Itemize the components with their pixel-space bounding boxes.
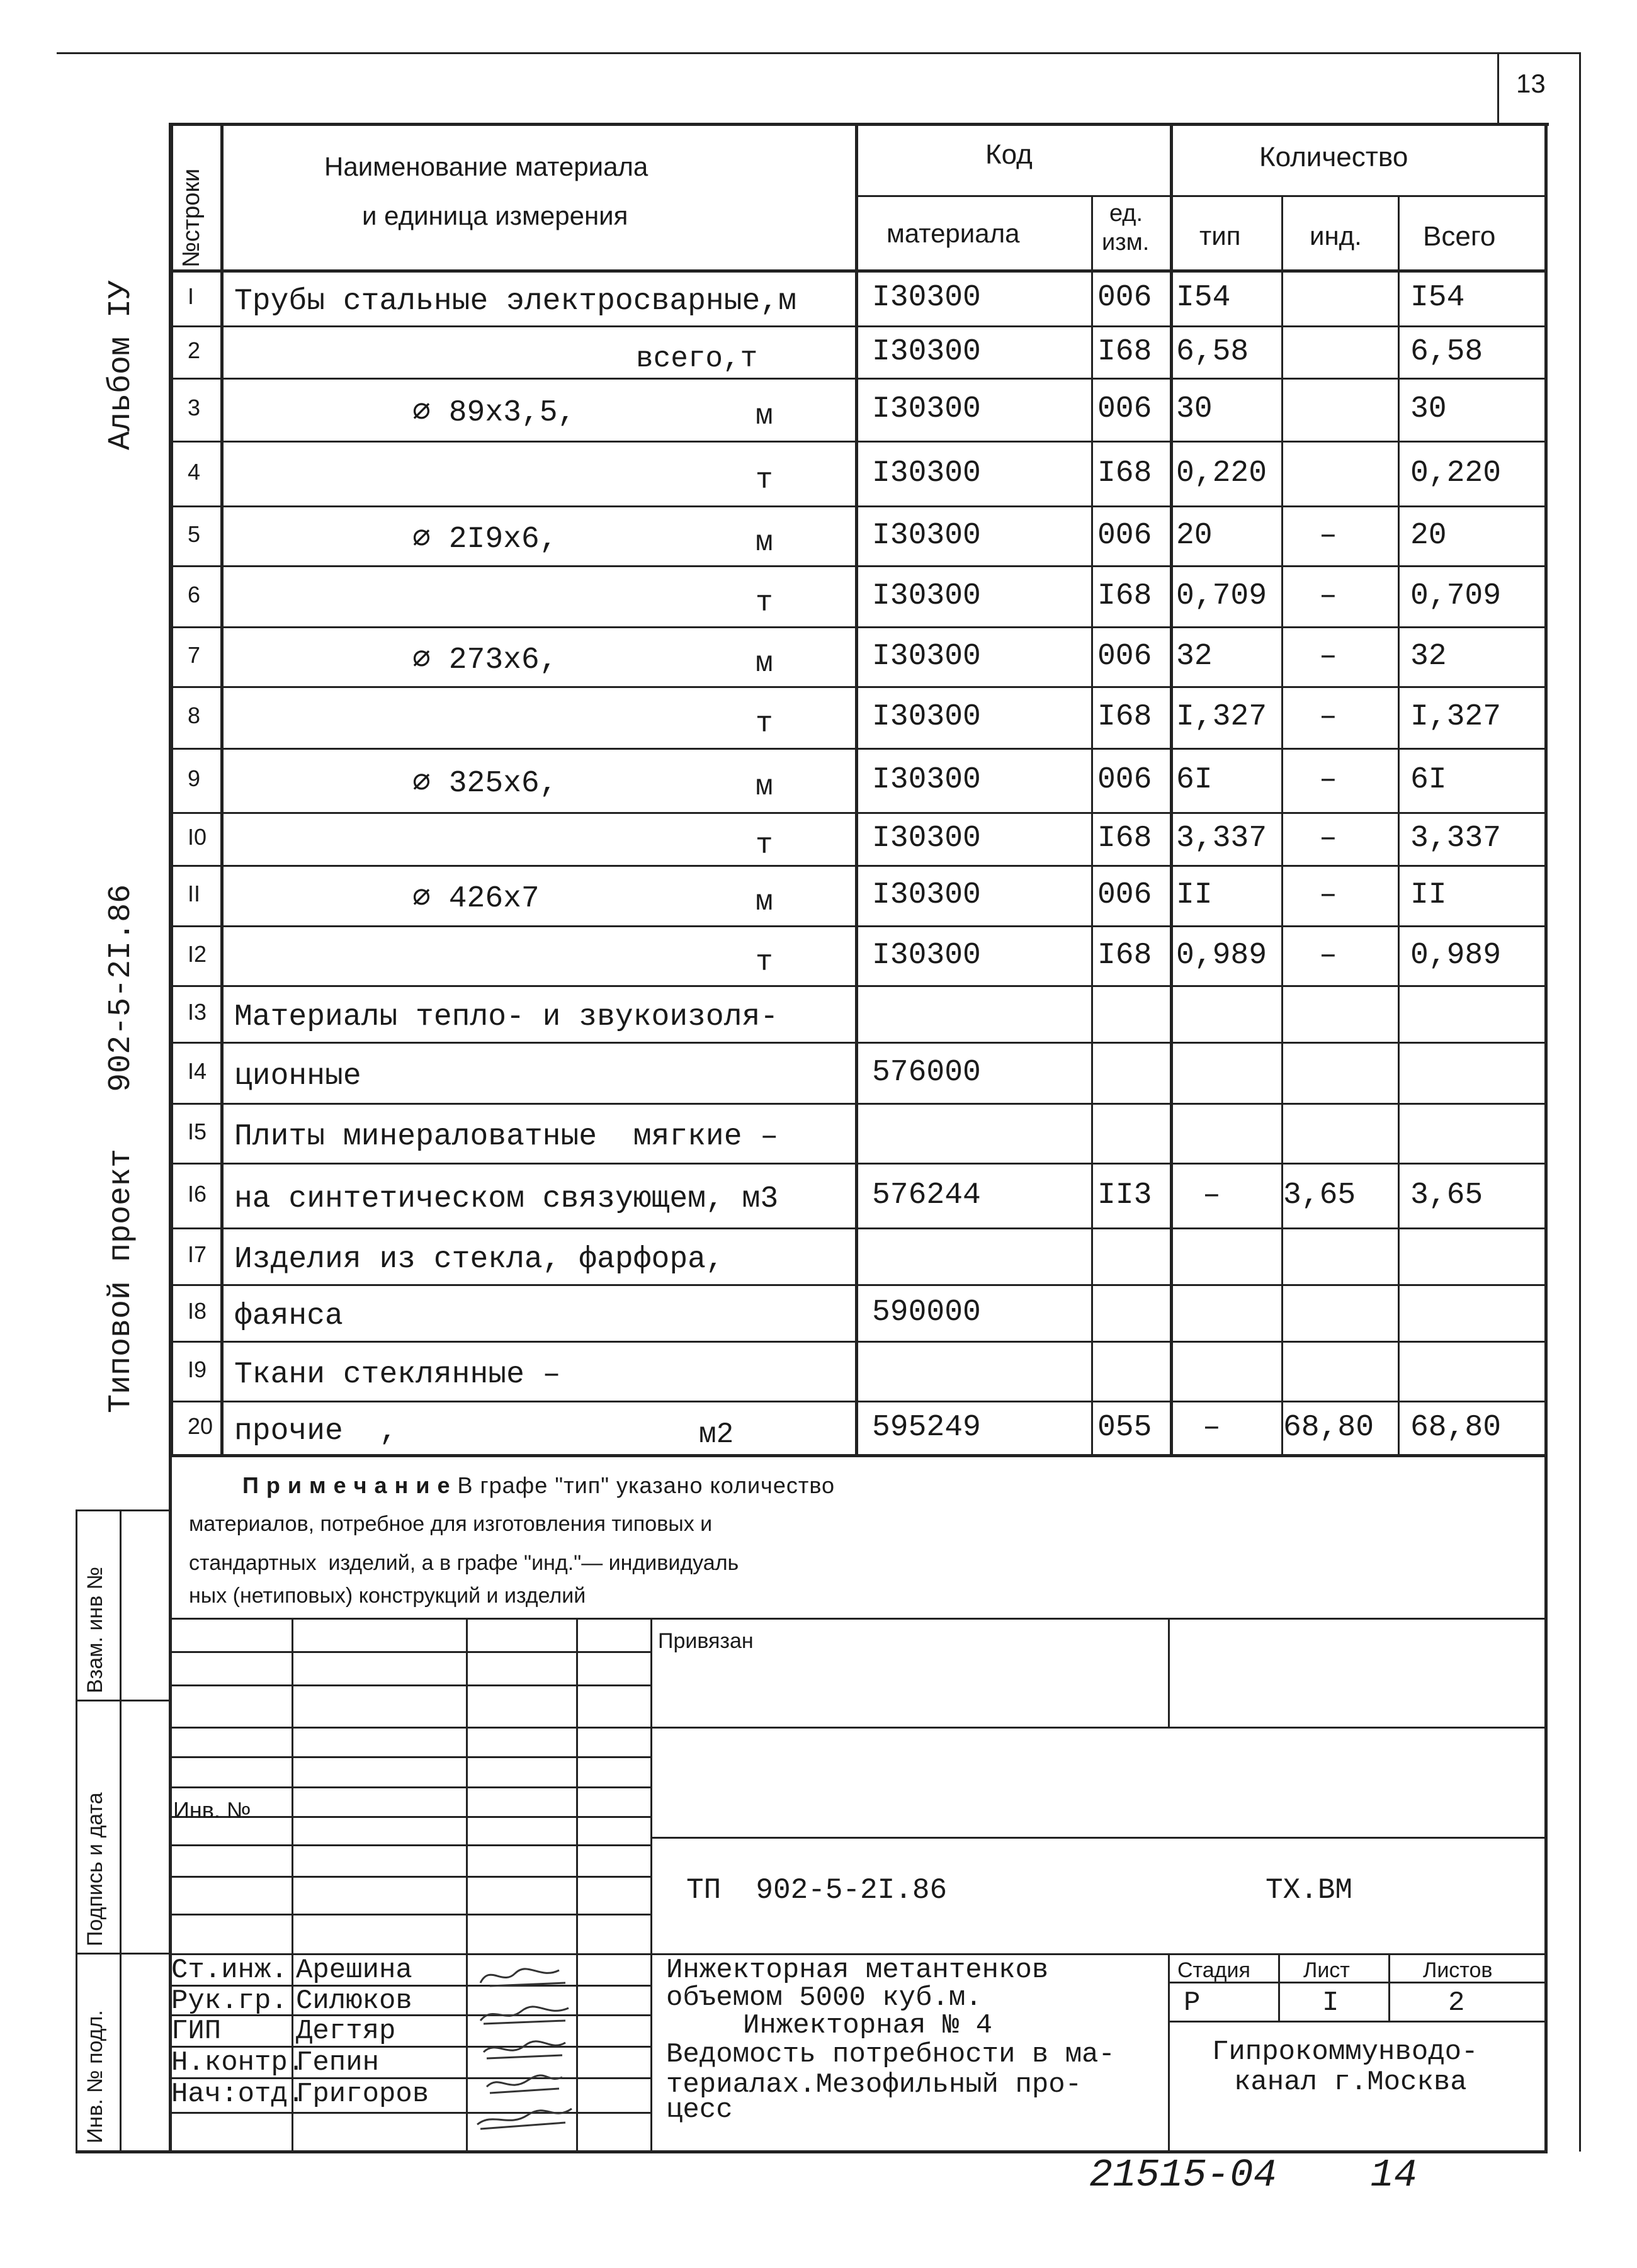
row-name: ∅ 426x7 (412, 882, 540, 916)
table-row-line (170, 1227, 1544, 1229)
table-row-line (170, 1042, 1544, 1044)
row-material-code: I30300 (872, 518, 981, 553)
row-number: I8 (188, 1298, 207, 1324)
row-unit-code: II3 (1097, 1178, 1152, 1212)
row-type-qty: II (1176, 878, 1213, 912)
table-col-line (1091, 195, 1093, 1454)
row-material-code: I30300 (872, 456, 981, 490)
row-total-qty: 68,80 (1410, 1410, 1502, 1445)
stamp-grid-line (170, 1786, 650, 1788)
stage-value: Р (1184, 1987, 1201, 2019)
stamp-grid-line (170, 2112, 650, 2114)
row-material-code: I30300 (872, 639, 981, 674)
table-row-line (170, 812, 1544, 814)
stamp-grid-line (170, 1876, 650, 1878)
row-type-qty: I,327 (1176, 700, 1267, 734)
row-unit-code: 055 (1097, 1410, 1152, 1445)
title-line1: Инжекторная метантенков (666, 1955, 1049, 1986)
row-unit-code: I68 (1097, 700, 1152, 734)
table-row-line (170, 505, 1544, 507)
table-row-line (170, 325, 1544, 327)
row-ind-qty: – (1319, 518, 1337, 553)
row-total-qty: 0,220 (1410, 456, 1502, 490)
row-material-code: I30300 (872, 821, 981, 855)
row-unit-code: I68 (1097, 334, 1152, 369)
row-unit: т (756, 945, 773, 979)
table-row-line (170, 441, 1544, 443)
row-type-qty: – (1203, 1410, 1221, 1445)
frame-top (170, 123, 1549, 126)
row-material-code: I30300 (872, 578, 981, 613)
row-name: Трубы стальные электросварные,м (234, 284, 796, 319)
row-number: I6 (188, 1180, 207, 1207)
row-material-code: I30300 (872, 938, 981, 973)
row-unit: м (756, 886, 773, 918)
note-line4: ных (нетиповых) конструкций и изделий (189, 1584, 586, 1608)
top-border (57, 52, 1580, 54)
side-left-border (76, 1509, 77, 2152)
row-number: I7 (188, 1241, 207, 1267)
row-type-qty: 6,58 (1176, 334, 1249, 369)
row-total-qty: 0,989 (1410, 938, 1502, 973)
row-type-qty: 30 (1176, 392, 1213, 426)
row-number: 2 (188, 337, 201, 363)
stamp-line-a (650, 1727, 1546, 1729)
table-col-line (1281, 195, 1283, 1454)
page-number: 13 (1516, 69, 1546, 98)
header-code-material: материала (886, 218, 1020, 248)
stamp-main-divider (650, 1618, 652, 2152)
row-number: I3 (188, 999, 207, 1025)
row-total-qty: 6,58 (1410, 334, 1483, 369)
side-top (76, 1509, 170, 1511)
row-unit-code: I68 (1097, 821, 1152, 855)
row-unit: м (756, 400, 773, 432)
stamp-stage-line2 (1168, 2021, 1546, 2023)
staff-role: Н.контр. (171, 2047, 305, 2079)
row-unit-code: 006 (1097, 392, 1152, 426)
row-unit-code: 006 (1097, 763, 1152, 797)
header-name-line1: Наименование материала (324, 152, 649, 181)
row-material-code: I30300 (872, 334, 981, 369)
row-name: Плиты минераловатные мягкие – (234, 1119, 779, 1154)
stamp-privyazan-divider (1168, 1618, 1170, 1727)
row-material-code: 590000 (872, 1295, 981, 1329)
table-col-line (855, 123, 858, 1454)
side-col-divider (120, 1509, 122, 2152)
row-ind-qty: – (1319, 878, 1337, 912)
row-name: ∅ 325x6, (412, 767, 558, 801)
stamp-top (170, 1618, 1546, 1620)
row-unit: м2 (699, 1418, 734, 1451)
row-number: 9 (188, 765, 201, 791)
stamp-line-b (650, 1837, 1546, 1839)
row-material-code: 595249 (872, 1410, 981, 1445)
stamp-grid-line (170, 1684, 650, 1686)
row-number: I9 (188, 1356, 207, 1382)
row-ind-qty: 3,65 (1283, 1178, 1356, 1212)
title-line2: объемом 5000 куб.м. (666, 1982, 982, 2014)
table-col-line (1398, 195, 1400, 1454)
doc-mark: ТХ.ВМ (1266, 1874, 1353, 1907)
side-div-1 (76, 1700, 170, 1701)
table-row-line (170, 1103, 1544, 1105)
staff-role: Нач:отд. (171, 2079, 305, 2110)
table-row-line (170, 1284, 1544, 1286)
table-row-line (170, 748, 1544, 750)
inv-podl-label: Инв. № подл. (83, 2010, 107, 2143)
table-row-line (170, 686, 1544, 688)
row-number: 7 (188, 641, 201, 668)
header-code: Код (985, 139, 1033, 170)
staff-name: Григоров (296, 2079, 429, 2110)
row-unit-code: I68 (1097, 578, 1152, 613)
staff-name: Силюков (296, 1985, 412, 2017)
stamp-stage-div1 (1278, 1953, 1280, 2021)
org-line2: канал г.Москва (1234, 2067, 1467, 2098)
header-row-number: №строки (178, 168, 205, 268)
outer-right-border (1579, 52, 1581, 2152)
org-line1: Гипрокоммунводо- (1212, 2036, 1478, 2068)
row-total-qty: II (1410, 878, 1447, 912)
header-code-unit-2: изм. (1102, 229, 1150, 256)
table-row-line (170, 1341, 1544, 1343)
row-number: 3 (188, 395, 201, 420)
row-ind-qty: – (1319, 821, 1337, 855)
stamp-stage-div2 (1388, 1953, 1390, 2021)
staff-role: Ст.инж. (171, 1955, 288, 1986)
row-total-qty: 3,65 (1410, 1178, 1483, 1212)
staff-name: Гепин (296, 2047, 380, 2079)
sheet-header: Лист (1303, 1958, 1350, 1982)
table-col-line (1544, 123, 1548, 1454)
row-name: Материалы тепло- и звукоизоля- (234, 1000, 779, 1034)
row-unit: т (756, 708, 773, 740)
row-name: ∅ 273x6, (412, 643, 558, 677)
note-line3: стандартных изделий, а в графе "инд."— индивидуаль (189, 1551, 739, 1575)
row-unit-code: I68 (1097, 938, 1152, 973)
title-line3: Инжекторная № 4 (743, 2010, 993, 2041)
row-name: Ткани стеклянные – (234, 1357, 561, 1392)
stamp-grid-line (170, 1651, 650, 1653)
row-number: I2 (188, 940, 207, 967)
table-row-line (170, 378, 1544, 380)
staff-role: ГИП (171, 2016, 222, 2047)
row-type-qty: 0,709 (1176, 578, 1267, 613)
title-line5: териалах.Мезофильный про- (666, 2069, 1082, 2101)
table-row-line (170, 269, 1544, 273)
row-ind-qty: 68,80 (1283, 1410, 1374, 1445)
row-type-qty: 3,337 (1176, 821, 1267, 855)
staff-name: Арешина (296, 1955, 412, 1986)
sheet-value: I (1322, 1987, 1339, 2019)
row-number: 5 (188, 521, 201, 547)
row-material-code: 576244 (872, 1178, 981, 1212)
row-type-qty: 6I (1176, 763, 1213, 797)
table-row-line (170, 865, 1544, 867)
row-ind-qty: – (1319, 700, 1337, 734)
row-ind-qty: – (1319, 639, 1337, 674)
table-row-line (170, 626, 1544, 628)
row-material-code: I30300 (872, 700, 981, 734)
row-number: 4 (188, 458, 201, 485)
privyazan-label: Привязан (658, 1629, 754, 1653)
row-number: I4 (188, 1058, 207, 1084)
note-label (242, 1474, 835, 1497)
stamp-grid-line (170, 1914, 650, 1915)
row-ind-qty: – (1319, 938, 1337, 973)
table-row-line (170, 1163, 1544, 1165)
note-line2: материалов, потребное для изготовления типовых и (189, 1512, 713, 1536)
table-col-line (220, 123, 224, 1454)
sheets-header: Листов (1423, 1958, 1493, 1982)
row-unit: всего,т (636, 342, 758, 375)
table-row-line (170, 925, 1544, 927)
row-material-code: I30300 (872, 392, 981, 426)
row-material-code: 576000 (872, 1055, 981, 1090)
row-name: на синтетическом связующем, м3 (234, 1182, 779, 1216)
row-name: прочие , (234, 1414, 398, 1448)
row-number: I (188, 283, 195, 309)
row-unit-code: I68 (1097, 456, 1152, 490)
table-row-line (170, 985, 1544, 987)
row-type-qty: I54 (1176, 280, 1231, 315)
row-unit-code: 006 (1097, 280, 1152, 315)
table-col-line (1170, 123, 1173, 1454)
row-unit: м (756, 770, 773, 803)
row-total-qty: 6I (1410, 763, 1447, 797)
row-name: ционные (234, 1059, 361, 1093)
row-total-qty: 20 (1410, 518, 1447, 553)
podpis-data-label: Подпись и дата (83, 1792, 107, 1946)
row-number: I0 (188, 824, 207, 850)
header-name-line2: и единица измерения (362, 201, 628, 230)
stage-header: Стадия (1177, 1958, 1250, 1982)
bottom-handwritten-code: 21515-04 14 (1089, 2153, 1417, 2197)
row-material-code: I30300 (872, 763, 981, 797)
row-name: ∅ 89x3,5, (412, 396, 576, 430)
header-quantity: Количество (1259, 142, 1408, 172)
note-line1: В графе "тип" указано количество (450, 1472, 835, 1498)
row-type-qty: 20 (1176, 518, 1213, 553)
table-row-line (170, 1454, 1544, 1457)
header-sub-line (855, 195, 1544, 197)
signatures-image (471, 1958, 578, 2147)
row-total-qty: I54 (1410, 280, 1465, 315)
row-ind-qty: – (1319, 578, 1337, 613)
title-line6: цесс (666, 2094, 733, 2126)
staff-name: Дегтяр (296, 2016, 396, 2047)
row-total-qty: I,327 (1410, 700, 1502, 734)
stamp-col2 (466, 1618, 468, 2152)
row-unit: т (756, 829, 773, 862)
row-unit-code: 006 (1097, 518, 1152, 553)
row-type-qty: 32 (1176, 639, 1213, 674)
page-box-left (1497, 52, 1499, 123)
sheets-value: 2 (1448, 1987, 1465, 2019)
row-number: II (188, 881, 201, 906)
project-label: Типовой проект 902-5-2I.86 (103, 884, 139, 1413)
stamp-grid-line (170, 1844, 650, 1846)
note-label-text: П р и м е ч а н и е (242, 1472, 451, 1498)
row-total-qty: 3,337 (1410, 821, 1502, 855)
header-code-unit-1: ед. (1109, 200, 1143, 227)
title-line4: Ведомость потребности в ма- (666, 2039, 1115, 2070)
row-unit: м (756, 526, 773, 559)
vzam-inv-label: Взам. инв № (83, 1566, 107, 1693)
row-unit-code: 006 (1097, 639, 1152, 674)
row-unit-code: 006 (1097, 878, 1152, 912)
stamp-grid-line (170, 1756, 650, 1758)
table-row-line (170, 565, 1544, 567)
header-q-ind: инд. (1310, 221, 1362, 251)
album-label: Альбом IУ (103, 279, 139, 450)
row-type-qty: 0,989 (1176, 938, 1267, 973)
row-unit: м (756, 646, 773, 680)
doc-code: ТП 902-5-2I.86 (686, 1874, 948, 1907)
row-total-qty: 30 (1410, 392, 1447, 426)
staff-role: Рук.гр. (171, 1985, 288, 2017)
header-q-type: тип (1199, 221, 1241, 251)
row-number: 20 (188, 1413, 213, 1439)
row-unit: т (756, 463, 773, 497)
stamp-grid-line (170, 1727, 650, 1729)
row-total-qty: 0,709 (1410, 578, 1502, 613)
inv-no-label: Инв. № (173, 1797, 251, 1823)
table-col-line (170, 123, 173, 1454)
side-div-2 (76, 1953, 170, 1955)
row-type-qty: – (1203, 1178, 1221, 1212)
row-unit: т (756, 586, 773, 619)
row-number: I5 (188, 1118, 207, 1144)
row-ind-qty: – (1319, 763, 1337, 797)
row-total-qty: 32 (1410, 639, 1447, 674)
row-name: Изделия из стекла, фарфора, (234, 1243, 724, 1277)
row-name: ∅ 2I9x6, (412, 522, 558, 556)
table-row-line (170, 1401, 1544, 1402)
row-material-code: I30300 (872, 280, 981, 315)
row-name: фаянса (234, 1299, 343, 1333)
row-number: 6 (188, 581, 201, 607)
header-q-total: Всего (1423, 221, 1496, 252)
row-number: 8 (188, 702, 201, 728)
row-type-qty: 0,220 (1176, 456, 1267, 490)
row-material-code: I30300 (872, 878, 981, 912)
